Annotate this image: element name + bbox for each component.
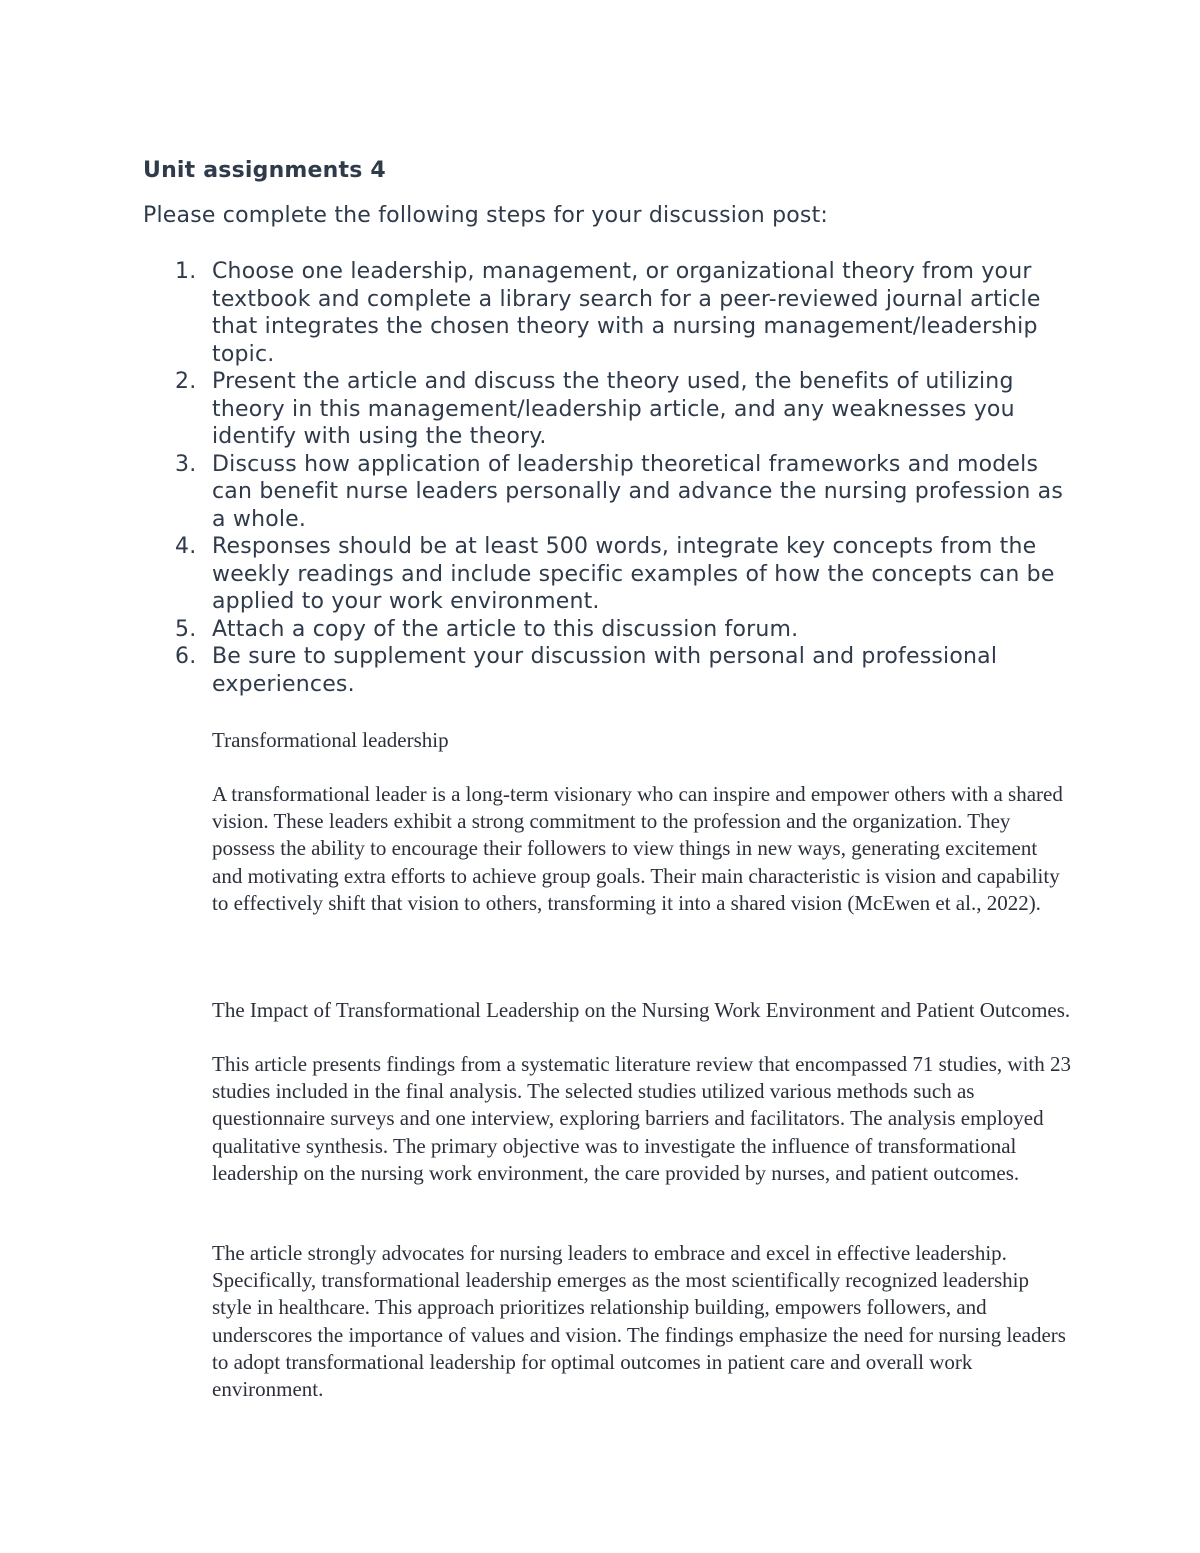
list-item-text: Discuss how application of leadership theoretical frameworks and models can benefit nurse leaders personally and advance the nursing profession as a whole. [212, 451, 1063, 532]
list-item-number: 6. [175, 644, 197, 669]
paragraph-article-summary: This article presents findings from a systematic literature review that encompassed 71 studies, with 23 studies included in the final analysis. The selected studies utilized various methods such as questionnaire surveys and one interview, exploring barriers and facilitators. The analysis employed qualitative synthesis. The primary objective was to investigate the influence of transformational leadership on the nursing work environment, the care provided by nurses, and patient outcomes. [212, 1052, 1072, 1185]
paragraph-article-discussion: The article strongly advocates for nursing leaders to embrace and excel in effective leadership. Specifically, transformational leadership emerges as the most scientifically recognized leadership style in healthcare. This approach prioritizes relationship building, empowers followers, and underscores the importance of values and vision. The findings emphasize the need for nursing leaders to adopt transformational leadership for optimal outcomes in patient care and overall work environment. [212, 1241, 1066, 1402]
list-item-number: 5. [175, 616, 197, 642]
list-item-text: Choose one leadership, management, or organizational theory from your textbook and complete a library search for a peer-reviewed journal article that integrates the chosen theory with a nursing management/leadership topic. [212, 259, 1041, 367]
list-item [175, 643, 1082, 698]
page-title: Unit assignments 4 [143, 158, 386, 183]
list-item-number: 3. [175, 451, 197, 477]
list-item [175, 258, 1082, 368]
intro-text: Please complete the following steps for your discussion post: [143, 203, 829, 228]
list-item-text: Be sure to supplement your discussion with personal and professional experiences. [212, 644, 998, 697]
list-item-number: 1. [175, 259, 197, 284]
list-item-number: 4. [175, 534, 197, 559]
paragraph-definition: A transformational leader is a long-term visionary who can inspire and empower others with a shared vision. These leaders exhibit a strong commitment to the profession and the organization. They possess the ability to encourage their followers to view things in new ways, generating excitement and motivating extra efforts to achieve group goals. Their main characteristic is vision and capability to effectively shift that vision to others, transforming it into a shared vision (McEwen et al., 2022). [212, 782, 1063, 915]
article-title: The Impact of Transformational Leadership on the Nursing Work Environment and Patient Outcomes. [212, 998, 1071, 1022]
list-item [175, 616, 1082, 644]
list-item-text: Present the article and discuss the theory used, the benefits of utilizing theory in this management/leadership article, and any weaknesses you identify with using the theory. [212, 369, 1015, 449]
list-item-text: Responses should be at least 500 words, integrate key concepts from the weekly readings and include specific examples of how the concepts can be applied to your work environment. [212, 534, 1055, 614]
list-item-text: Attach a copy of the article to this discussion forum. [212, 616, 799, 642]
section-heading: Transformational leadership [212, 728, 449, 752]
list-item [175, 533, 1082, 616]
list-item [175, 451, 1082, 534]
list-item [175, 368, 1082, 451]
list-item-number: 2. [175, 369, 197, 394]
steps-list [175, 258, 1082, 698]
